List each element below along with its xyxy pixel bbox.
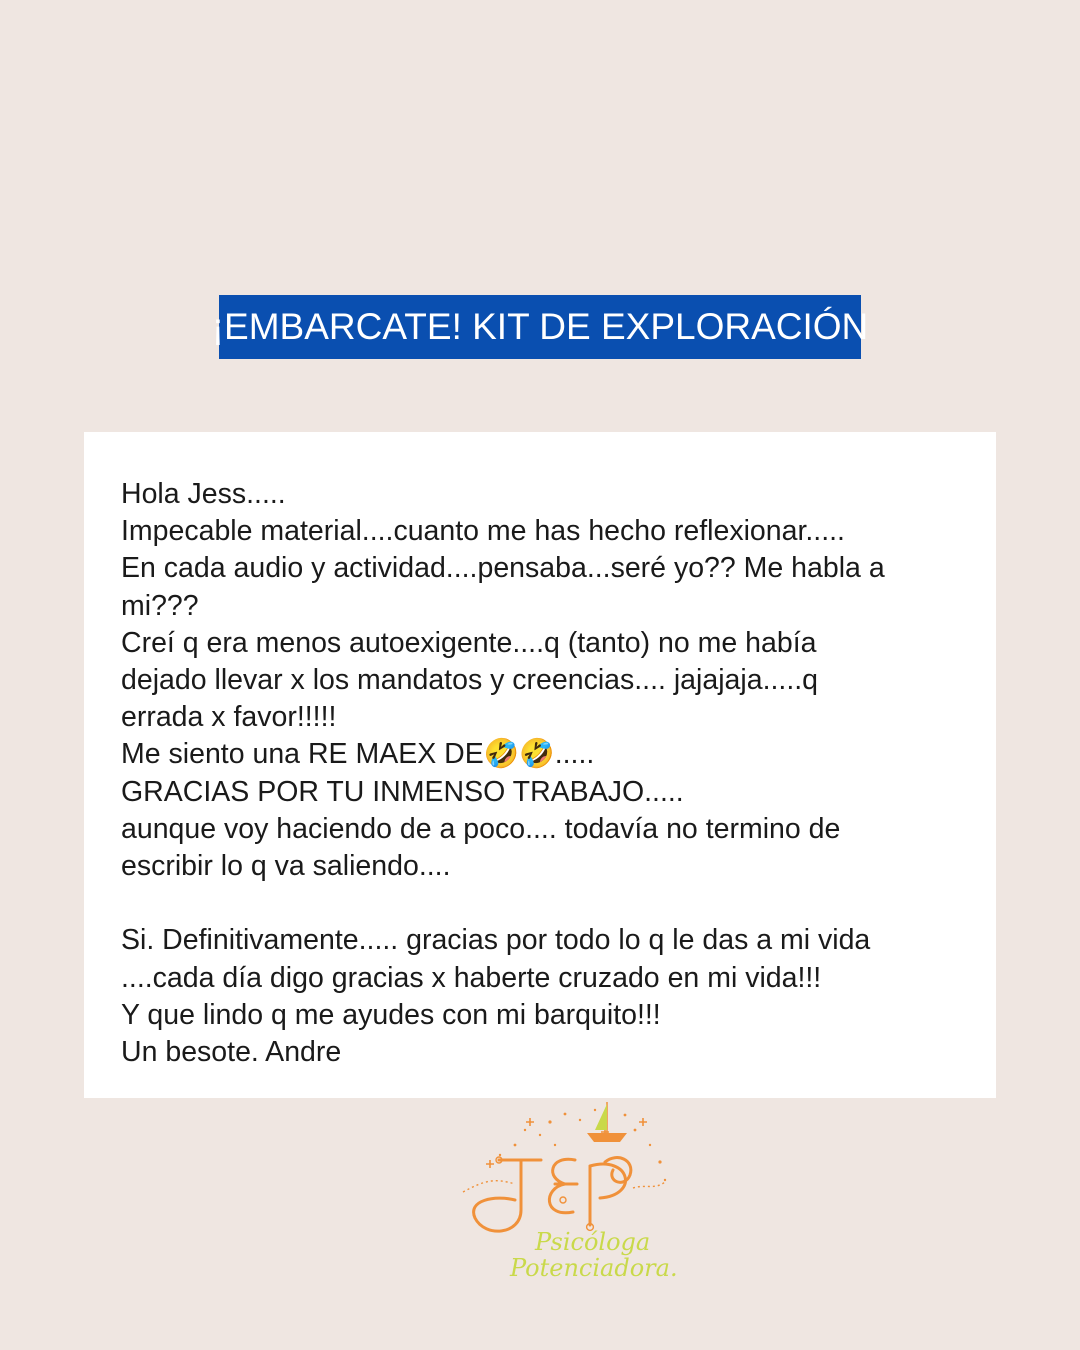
logo-text-line2: Potenciadora. xyxy=(510,1254,678,1282)
testimonial-line: mi??? xyxy=(121,589,199,622)
testimonial-line: Impecable material....cuanto me has hecho reflexionar..... xyxy=(121,515,845,548)
testimonial-line: errada x favor!!!!! xyxy=(121,701,337,734)
testimonial-line: GRACIAS POR TU INMENSO TRABAJO..... xyxy=(121,775,684,808)
logo-graphic xyxy=(455,1100,678,1285)
logo-sparkles xyxy=(499,1109,666,1181)
logo-text-line1: Psicóloga xyxy=(535,1228,651,1256)
testimonial-card xyxy=(84,432,996,1098)
banner-title: ¡EMBARCATE! KIT DE EXPLORACIÓN xyxy=(219,295,861,359)
boat-icon xyxy=(587,1102,627,1142)
logo-monogram xyxy=(474,1158,631,1232)
logo-dotted-lines xyxy=(463,1157,665,1230)
testimonial-line: Un besote. Andre xyxy=(121,1036,342,1069)
testimonial-line: aunque voy haciendo de a poco.... todavía no termino de xyxy=(121,812,841,845)
testimonial-line: escribir lo q va saliendo.... xyxy=(121,850,451,883)
testimonial-blank-line xyxy=(121,885,960,922)
testimonial-line: En cada audio y actividad....pensaba...seré yo?? Me habla a xyxy=(121,552,885,585)
testimonial-line: ....cada día digo gracias x haberte cruzado en mi vida!!! xyxy=(121,961,822,994)
testimonial-line: Me siento una RE MAEX DE🤣🤣..... xyxy=(121,738,595,771)
testimonial-line: Y que lindo q me ayudes con mi barquito!!! xyxy=(121,998,661,1031)
testimonial-line: Creí q era menos autoexigente....q (tanto) no me había xyxy=(121,626,817,659)
testimonial-line: Si. Definitivamente..... gracias por todo lo q le das a mi vida xyxy=(121,924,871,957)
brand-logo xyxy=(455,1100,678,1285)
testimonial-line: Hola Jess..... xyxy=(121,478,286,510)
testimonial-line: dejado llevar x los mandatos y creencias.... jajajaja.....q xyxy=(121,664,819,697)
